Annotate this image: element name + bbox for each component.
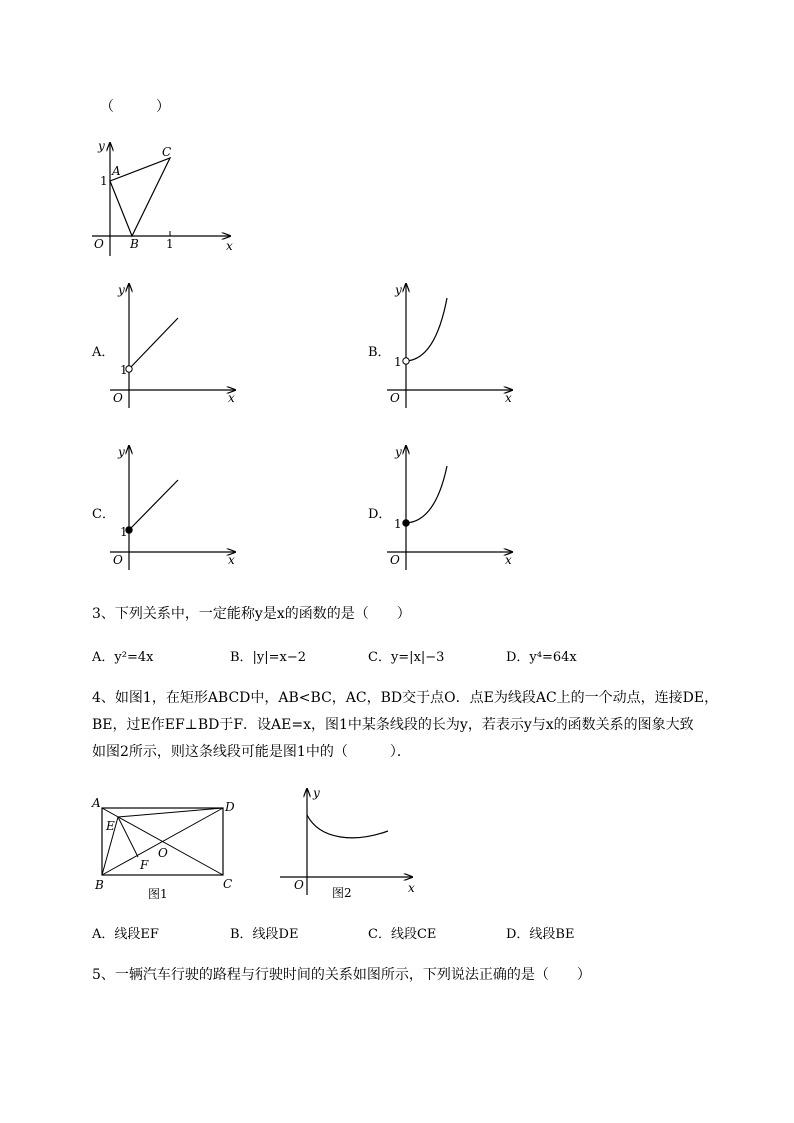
option-c-letter[interactable]: C． — [92, 507, 115, 522]
one-y-label: 1 — [100, 174, 108, 188]
graph-curve — [307, 815, 388, 838]
question-3-stem: 3、下列关系中，一定能称y是x的函数的是（ ） — [92, 606, 411, 622]
origin-label: O — [113, 391, 123, 405]
main-figure — [90, 138, 240, 258]
point-f-label: F — [140, 858, 149, 872]
y-label: y — [395, 283, 402, 297]
origin-label: O — [113, 553, 123, 567]
question-4-line-1: 4、如图1，在矩形ABCD中，AB<BC，AC，BD交于点O．点E为线段AC上的一个动点，连接DE， — [92, 690, 719, 706]
y-label: y — [395, 445, 402, 459]
origin-label: O — [390, 553, 400, 567]
x-label: x — [228, 553, 235, 567]
one-x-label: 1 — [166, 237, 174, 251]
option-b-graph[interactable] — [387, 280, 522, 410]
point-c-label: C — [162, 145, 172, 159]
open-endpoint — [403, 358, 409, 364]
graph-line — [129, 318, 178, 369]
option-a-graph[interactable] — [110, 280, 245, 410]
one-label: 1 — [120, 363, 128, 377]
origin-label: O — [94, 237, 104, 251]
origin-label: O — [294, 878, 304, 892]
y-label: y — [313, 786, 320, 800]
one-label: 1 — [394, 355, 402, 369]
origin-label: O — [390, 391, 400, 405]
option-a-letter[interactable]: A． — [92, 345, 115, 360]
question-4-line-3: 如图2所示，则这条线段可能是图1中的（ ）． — [92, 744, 411, 760]
closed-endpoint — [403, 520, 409, 526]
figure-2-caption: 图2 — [332, 886, 352, 900]
q3-option-c[interactable]: C．y=|x|−3 — [368, 650, 445, 665]
figure-1-rectangle — [90, 795, 250, 905]
x-label: x — [505, 553, 512, 567]
y-label: y — [118, 445, 125, 459]
question-4-line-2: BE，过E作EF⊥BD于F．设AE=x，图1中某条线段的长为y，若表示y与x的函数关系的图象大致 — [92, 717, 694, 733]
one-label: 1 — [120, 525, 128, 539]
graph-line — [129, 480, 178, 530]
q4-option-d[interactable]: D．线段BE — [506, 927, 575, 942]
q3-option-a[interactable]: A．y²=4x — [92, 650, 154, 665]
one-label: 1 — [394, 517, 402, 531]
x-label: x — [408, 881, 415, 895]
q4-option-a[interactable]: A．线段EF — [92, 927, 159, 942]
point-b-label: B — [130, 237, 139, 251]
graph-curve — [406, 298, 447, 361]
point-o-label: O — [158, 846, 168, 860]
x-label: x — [228, 391, 235, 405]
point-e-label: E — [106, 819, 115, 833]
segment-ef — [118, 817, 138, 857]
point-a-label: A — [92, 796, 101, 810]
option-d-graph[interactable] — [387, 442, 522, 572]
figure-1-caption: 图1 — [148, 887, 168, 901]
segment-de — [118, 808, 223, 817]
answer-blank: （ ） — [100, 99, 170, 115]
question-5-stem: 5、一辆汽车行驶的路程与行驶时间的关系如图所示，下列说法正确的是（ ） — [92, 967, 591, 983]
q3-option-d[interactable]: D．y⁴=64x — [506, 650, 577, 665]
option-d-letter[interactable]: D． — [368, 507, 392, 522]
y-label: y — [118, 283, 125, 297]
point-b-label: B — [95, 878, 104, 892]
option-c-graph[interactable] — [110, 442, 245, 572]
point-c-label: C — [223, 877, 233, 891]
graph-curve — [406, 466, 447, 523]
q3-option-b[interactable]: B．|y|=x−2 — [230, 650, 307, 665]
point-d-label: D — [225, 800, 235, 814]
x-label: x — [226, 239, 233, 253]
y-label: y — [98, 139, 105, 153]
option-b-letter[interactable]: B． — [368, 345, 391, 360]
point-a-label: A — [112, 164, 121, 178]
x-label: x — [505, 391, 512, 405]
q4-option-b[interactable]: B．线段DE — [230, 927, 299, 942]
q4-option-c[interactable]: C．线段CE — [368, 927, 437, 942]
figure-2-graph — [280, 785, 420, 900]
